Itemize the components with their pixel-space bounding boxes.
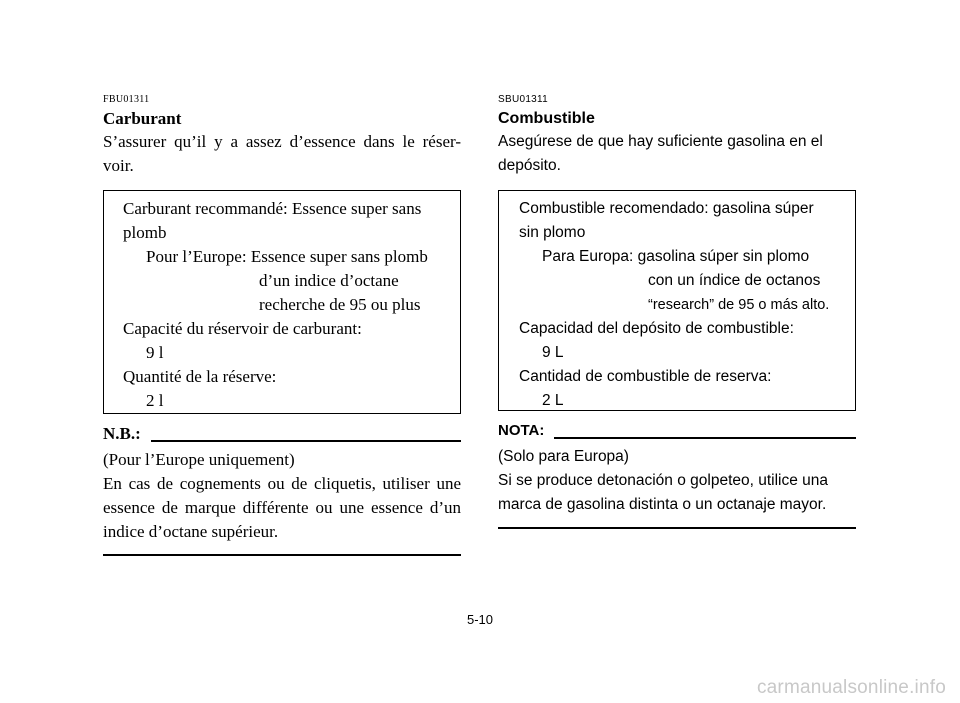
spec-reserve-value: 2 L xyxy=(542,392,564,409)
watermark-text: carmanualsonline.info xyxy=(756,677,946,698)
section-intro: S’assurer qu’il y a assez d’essence dans le réser-voir. xyxy=(103,132,461,175)
spec-recommended: Combustible recomendado: gasolina súper xyxy=(519,200,814,217)
note-text: En cas de cognements ou de cliquetis, utiliser une essence de marque différente ou une essence d’un indice d’octane supérieur. xyxy=(103,474,461,541)
note-label: NOTA: xyxy=(498,422,545,439)
note-end-rule xyxy=(103,554,461,556)
note-label: N.B.: xyxy=(103,424,141,443)
spec-europe-cont1: con un índice de octanos xyxy=(648,272,821,289)
fuel-spec-box xyxy=(498,190,856,411)
note-rule xyxy=(151,440,461,442)
spec-europe-cont2: “research” de 95 o más alto. xyxy=(648,297,830,313)
spec-recommended-cont: sin plomo xyxy=(519,224,586,241)
spec-tank-capacity-value: 9 L xyxy=(542,344,564,361)
note-end-rule xyxy=(498,527,856,529)
spec-reserve-label: Cantidad de combustible de reserva: xyxy=(519,368,772,385)
spec-reserve-label: Quantité de la réserve: xyxy=(123,367,277,386)
page-number: 5-10 xyxy=(466,612,494,627)
spec-europe-cont2: recherche de 95 ou plus xyxy=(259,295,421,314)
fuel-spec-box xyxy=(103,190,461,414)
note-rule xyxy=(554,437,856,439)
section-title: Combustible xyxy=(498,110,595,127)
spec-europe: Pour l’Europe: Essence super sans plomb xyxy=(146,247,428,266)
spec-tank-capacity-value: 9 l xyxy=(146,343,164,362)
section-title: Carburant xyxy=(103,109,182,128)
note-header xyxy=(498,421,856,441)
note-header xyxy=(103,424,461,444)
section-code: FBU01311 xyxy=(103,94,150,105)
spec-tank-capacity-label: Capacidad del depósito de combustible: xyxy=(519,320,794,337)
french-column xyxy=(103,92,461,556)
spanish-column xyxy=(498,92,856,529)
spec-reserve-value: 2 l xyxy=(146,391,164,410)
spec-recommended-cont: plomb xyxy=(123,223,167,242)
note-text: Si se produce detonación o golpeteo, utilice una marca de gasolina distinta o un octanaje mayor. xyxy=(498,472,829,513)
section-code: SBU01311 xyxy=(498,94,549,105)
note-qualifier: (Pour l’Europe uniquement) xyxy=(103,450,295,469)
note-qualifier: (Solo para Europa) xyxy=(498,448,629,465)
spec-europe: Para Europa: gasolina súper sin plomo xyxy=(542,248,810,265)
spec-recommended: Carburant recommandé: Essence super sans xyxy=(123,199,422,218)
spec-europe-cont1: d’un indice d’octane xyxy=(259,271,399,290)
spec-tank-capacity-label: Capacité du réservoir de carburant: xyxy=(123,319,362,338)
section-intro: Asegúrese de que hay suficiente gasolina en el depósito. xyxy=(498,133,823,174)
